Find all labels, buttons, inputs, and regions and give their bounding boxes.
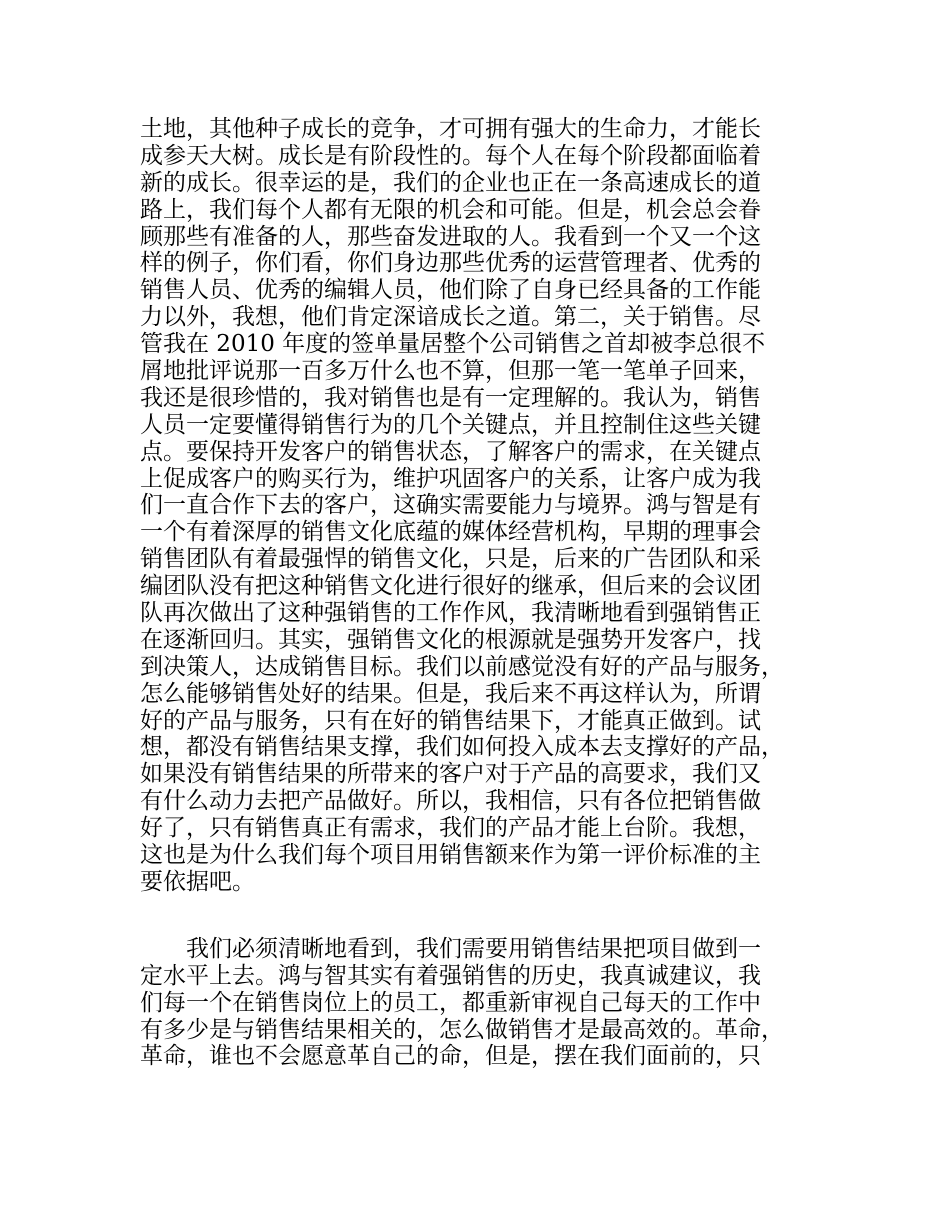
text-line: 新的成长。很幸运的是，我们的企业也正在一条高速成长的道 bbox=[140, 169, 761, 196]
text-line: 有多少是与销售结果相关的，怎么做销售才是最高效的。革命， bbox=[140, 1016, 784, 1043]
text-line: 怎么能够销售处好的结果。但是，我后来不再这样认为，所谓 bbox=[140, 680, 761, 707]
document-body bbox=[140, 116, 830, 1070]
text-line: 一个有着深厚的销售文化底蕴的媒体经营机构，早期的理事会 bbox=[140, 519, 761, 546]
text-line: 革命，谁也不会愿意革自己的命，但是，摆在我们面前的，只 bbox=[140, 1043, 761, 1070]
text-line: 好的产品与服务，只有在好的销售结果下，才能真正做到。试 bbox=[140, 707, 761, 734]
text-line: 好了，只有销售真正有需求，我们的产品才能上台阶。我想， bbox=[140, 815, 761, 842]
text-line: 销售人员、优秀的编辑人员，他们除了自身已经具备的工作能 bbox=[140, 277, 761, 304]
paragraph-2 bbox=[140, 936, 830, 1070]
text-line: 们一直合作下去的客户，这确实需要能力与境界。鸿与智是有 bbox=[140, 492, 761, 519]
text-line: 我们必须清晰地看到，我们需要用销售结果把项目做到一 bbox=[186, 935, 761, 962]
text-line: 这也是为什么我们每个项目用销售额来作为第一评价标准的主 bbox=[140, 842, 761, 869]
text-line: 力以外，我想，他们肯定深谙成长之道。第二，关于销售。尽 bbox=[140, 304, 761, 331]
text-line: 编团队没有把这种销售文化进行很好的继承，但后来的会议团 bbox=[140, 573, 761, 600]
text-line: 点。要保持开发客户的销售状态，了解客户的需求，在关键点 bbox=[140, 438, 761, 465]
paragraph-spacer bbox=[140, 896, 830, 936]
text-line: 顾那些有准备的人，那些奋发进取的人。我看到一个又一个这 bbox=[140, 223, 761, 250]
text-line: 人员一定要懂得销售行为的几个关键点，并且控制住这些关键 bbox=[140, 411, 761, 438]
text-line: 我还是很珍惜的，我对销售也是有一定理解的。我认为，销售 bbox=[140, 384, 761, 411]
text-line: 们每一个在销售岗位上的员工，都重新审视自己每天的工作中 bbox=[140, 989, 761, 1016]
text-line: 定水平上去。鸿与智其实有着强销售的历史，我真诚建议，我 bbox=[140, 962, 761, 989]
text-line: 成参天大树。成长是有阶段性的。每个人在每个阶段都面临着 bbox=[140, 142, 761, 169]
text-line: 有什么动力去把产品做好。所以，我相信，只有各位把销售做 bbox=[140, 788, 761, 815]
text-line: 想，都没有销售结果支撑，我们如何投入成本去支撑好的产品， bbox=[140, 734, 784, 761]
text-line: 如果没有销售结果的所带来的客户对于产品的高要求，我们又 bbox=[140, 761, 761, 788]
text-line: 在逐渐回归。其实，强销售文化的根源就是强势开发客户，找 bbox=[140, 626, 761, 653]
text-line: 队再次做出了这种强销售的工作作风，我清晰地看到强销售正 bbox=[140, 600, 761, 627]
text-line: 要依据吧。 bbox=[140, 868, 255, 895]
text-line: 路上，我们每个人都有无限的机会和可能。但是，机会总会眷 bbox=[140, 196, 761, 223]
paragraph-1 bbox=[140, 116, 830, 896]
text-line: 屑地批评说那一百多万什么也不算，但那一笔一笔单子回来， bbox=[140, 358, 761, 385]
text-line: 样的例子，你们看，你们身边那些优秀的运营管理者、优秀的 bbox=[140, 250, 761, 277]
text-line: 上促成客户的购买行为，维护巩固客户的关系，让客户成为我 bbox=[140, 465, 761, 492]
text-line: 土地，其他种子成长的竞争，才可拥有强大的生命力，才能长 bbox=[140, 116, 761, 142]
text-line: 管我在 2010 年度的签单量居整个公司销售之首却被李总很不 bbox=[140, 331, 766, 358]
text-line: 销售团队有着最强悍的销售文化，只是，后来的广告团队和采 bbox=[140, 546, 761, 573]
text-line: 到决策人，达成销售目标。我们以前感觉没有好的产品与服务， bbox=[140, 653, 784, 680]
